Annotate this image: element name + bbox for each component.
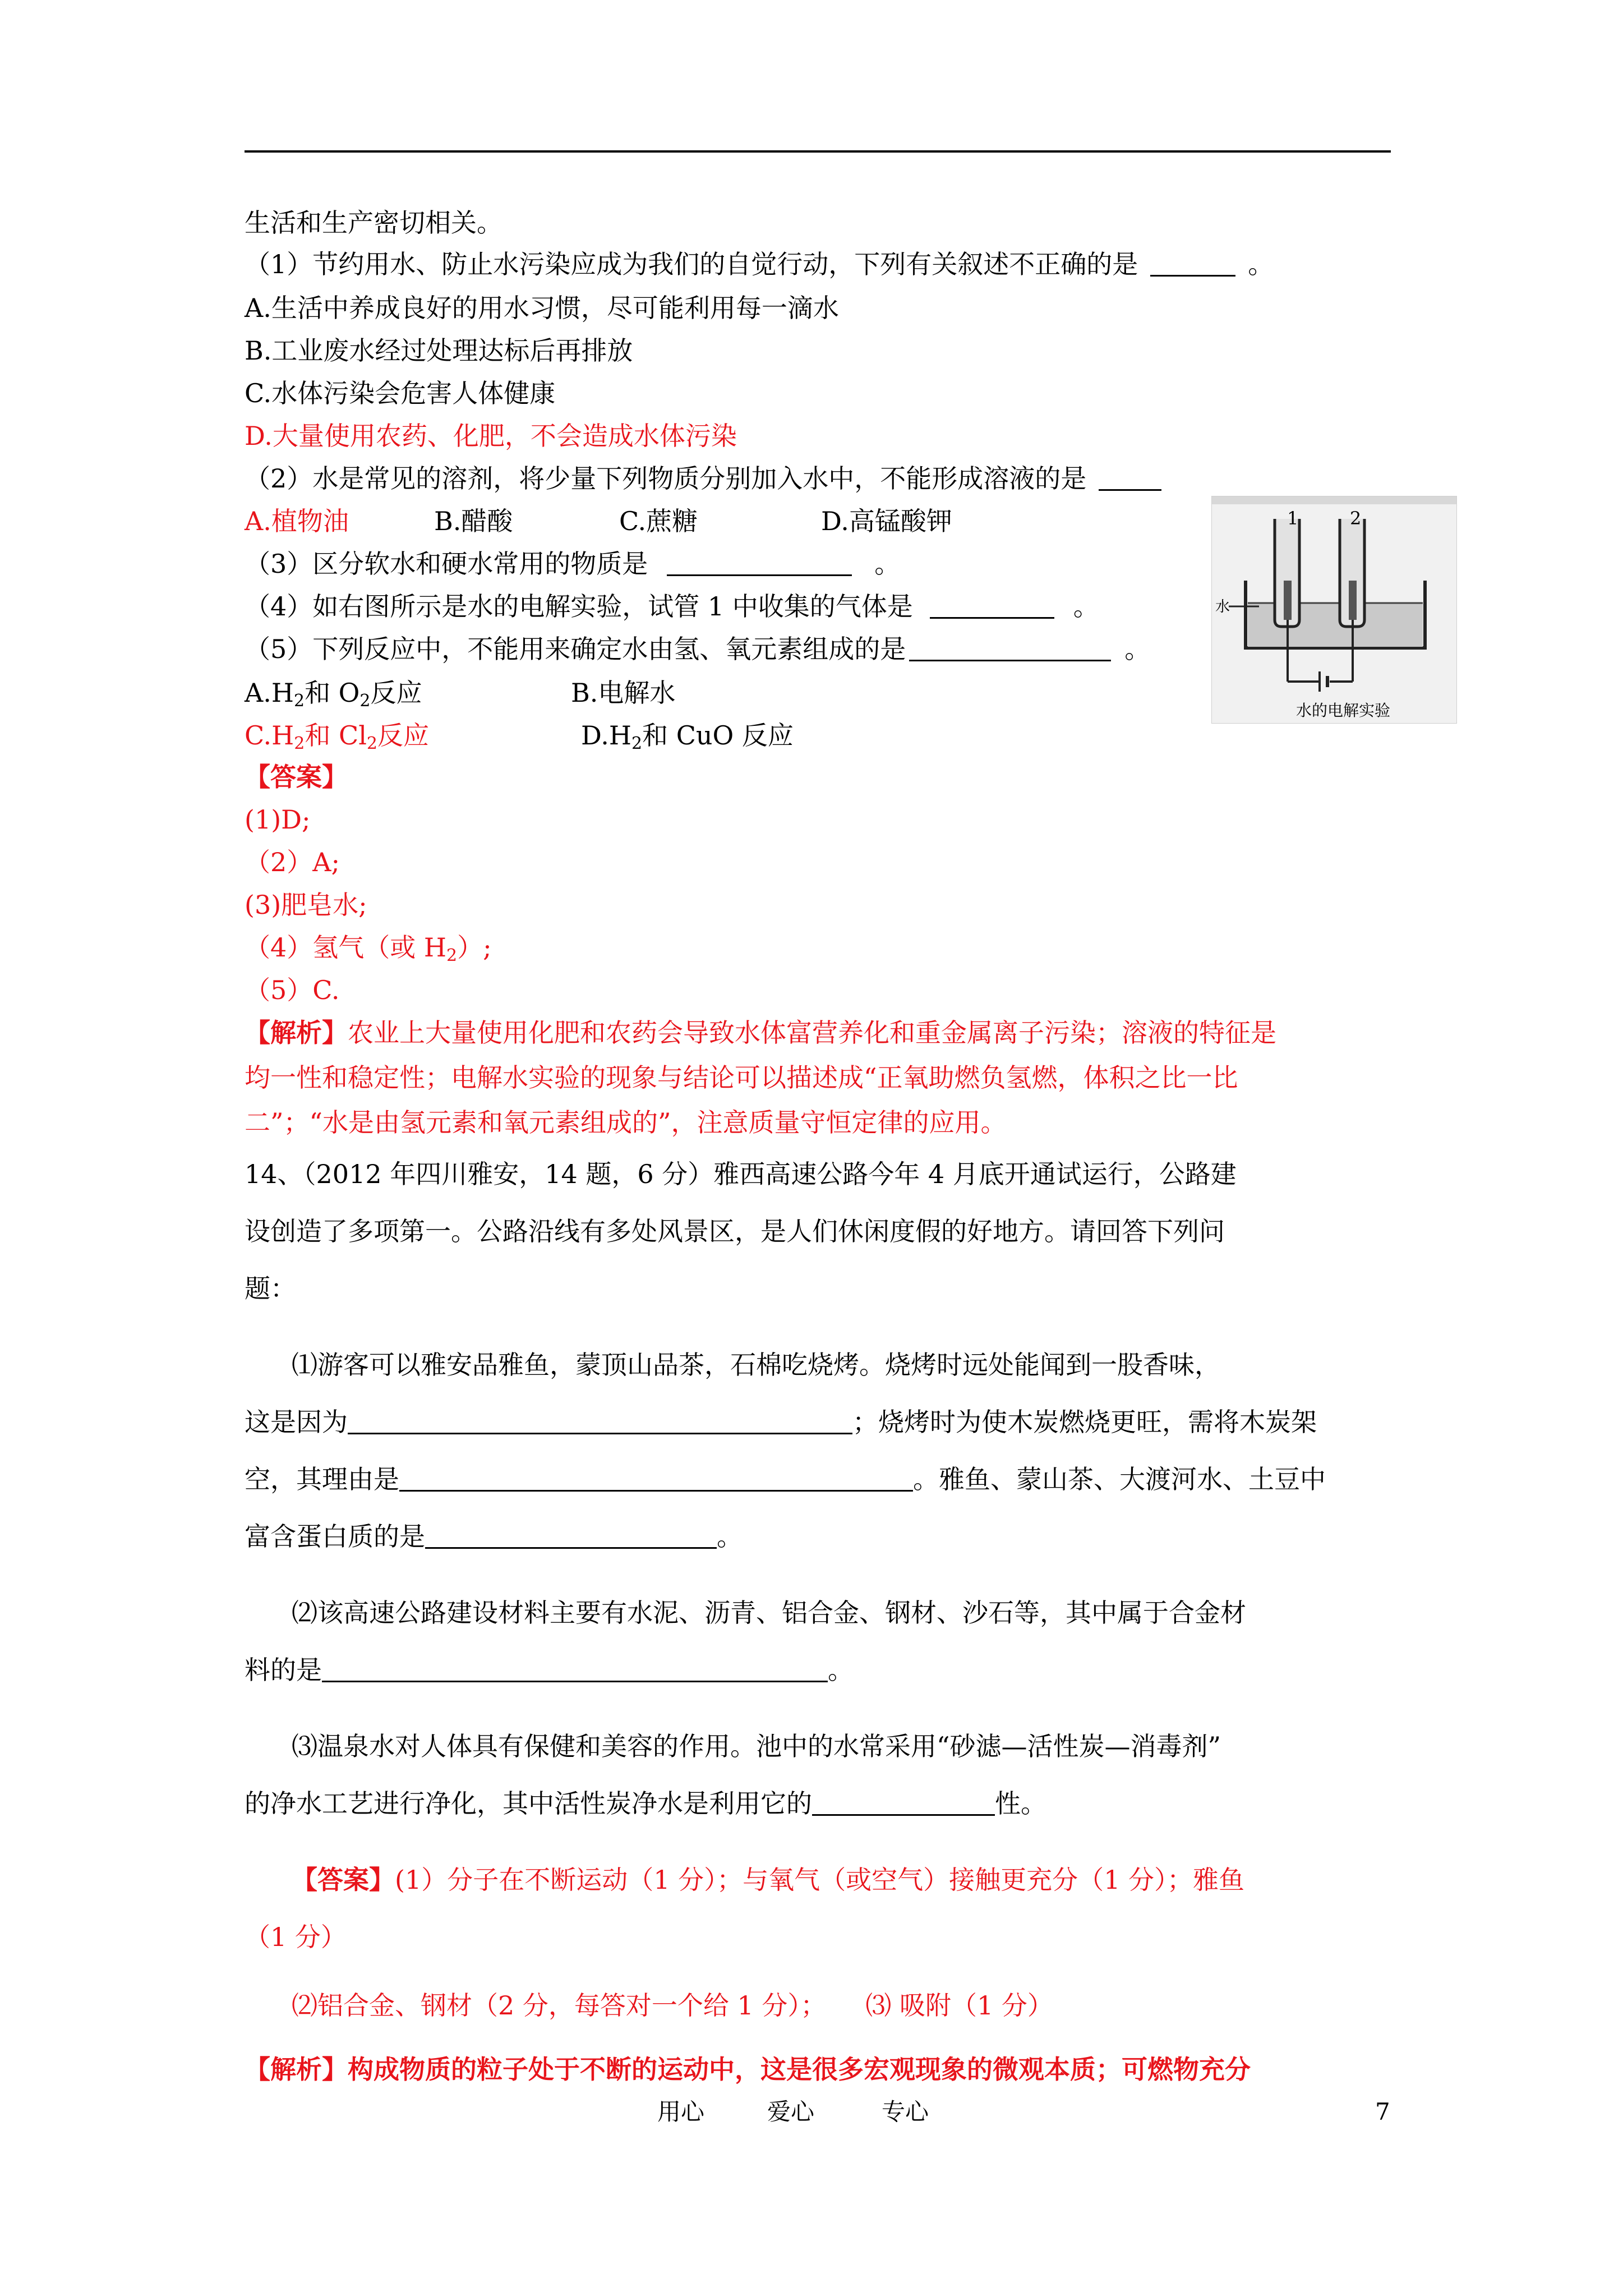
answer-blank [812,1792,995,1816]
answer-blank [1099,467,1161,491]
options-5ab [245,678,676,711]
option-5c: $C.H_2$和 $Cl_2$反应 [245,720,430,753]
question-5: （5）下列反应中，不能用来确定水由氢、氧元素组成的是 。 [245,634,1151,664]
electrolysis-apparatus-icon [1212,496,1456,723]
answer-blank [322,1658,828,1682]
answer-1: (1)D; [245,804,311,835]
question-4: （4）如右图所示是水的电解实验，试管 1 中收集的气体是 。 [245,591,1099,622]
sub-question-2: ⑵该高速公路建设材料主要有水泥、沥青、铝合金、钢材、沙石等，其中属于合金材 [292,1598,1246,1628]
figure-caption: 水的电解实验 [1296,701,1391,720]
answer-14-line: ⑵铝合金、钢材（2 分，每答对一个给 1 分）； ⑶ 吸附（1 分） [292,1990,1053,2021]
option-1a: A.生活中养成良好的用水习惯，尽可能利用每一滴水 [245,293,839,323]
explanation-line: 【解析】农业上大量使用化肥和农药会导致水体富营养化和重金属离子污染；溶液的特征是 [245,1018,1276,1048]
answer-14-line: （1 分） [245,1922,347,1952]
sub-question-1-line: 富含蛋白质的是 。 [245,1521,743,1552]
answer-blank [425,1525,717,1549]
text-line: 生活和生产密切相关。 [245,208,502,238]
footer-text: 用心 [657,2098,705,2125]
answer-blank [667,552,852,576]
water-label: 水 [1215,599,1230,615]
answer-14-line: 【答案】(1）分子在不断运动（1 分）；与氧气（或空气）接触更充分（1 分）；雅鱼 [292,1865,1244,1895]
footer-text: 爱心 [767,2098,815,2125]
option-2a: A.植物油 [245,506,349,536]
explanation-line: 二”；“水是由氢元素和氧元素组成的”，注意质量守恒定律的应用。 [245,1107,1007,1138]
explanation-line: 均一性和稳定性；电解水实验的现象与结论可以描述成“正氧助燃负氢燃，体积之比一比 [245,1062,1238,1093]
option-5d: $D.H_2$和 CuO 反应 [581,720,794,753]
option-5a: $A.H_2$和 $O_2$反应 [245,678,422,711]
question-2: （2）水是常见的溶剂，将少量下列物质分别加入水中，不能形成溶液的是 [245,466,1161,491]
sub-question-1: ⑴游客可以雅安品雅鱼，蒙顶山品茶，石棉吃烧烤。烧烤时远处能闻到一股香味， [292,1350,1220,1380]
problem-14-line: 设创造了多项第一。公路沿线有多处风景区，是人们休闲度假的好地方。请回答下列问 [245,1216,1225,1246]
problem-14-line: 14、（2012 年四川雅安，14 题，6 分）雅西高速公路今年 4 月底开通试运行，公路建 [245,1159,1237,1189]
sub-question-3: ⑶温泉水对人体具有保健和美容的作用。池中的水常采用“砂滤—活性炭—消毒剂” [292,1731,1221,1761]
answer-5: （5）C. [245,975,340,1005]
explanation-14-line: 【解析】构成物质的粒子处于不断的运动中，这是很多宏观现象的微观本质；可燃物充分 [245,2054,1251,2085]
tube-1-label: 1 [1287,508,1299,529]
options-5cd [245,720,794,753]
question-3: （3）区分软水和硬水常用的物质是 。 [245,549,901,579]
page-number: 7 [1375,2098,1390,2125]
option-1d: D.大量使用农药、化肥，不会造成水体污染 [245,421,737,451]
option-5b: B.电解水 [571,678,676,708]
tube-2-label: 2 [1350,508,1362,529]
question-1: （1）节约用水、防止水污染应成为我们的自觉行动，下列有关叙述不正确的是 。 [245,249,1274,279]
answer-4: （4）氢气（或 $H_2$）; [245,932,492,965]
answer-2: （2）A; [245,847,340,877]
answer-blank [1150,252,1235,277]
problem-14-line: 题： [245,1273,296,1304]
header-rule [245,150,1391,153]
sub-question-2-line: 料的是 。 [245,1655,854,1685]
sub-question-1-line: 空，其理由是 。雅鱼、蒙山茶、大渡河水、土豆中 [245,1464,1326,1494]
answer-heading: 【答案】 [245,762,348,792]
option-1b: B.工业废水经过处理达标后再排放 [245,335,633,366]
sub-question-3-line: 的净水工艺进行净化，其中活性炭净水是利用它的 性。 [245,1788,1046,1819]
answer-blank [399,1467,913,1492]
answer-blank [909,637,1111,661]
option-2d: D.高锰酸钾 [821,506,952,536]
option-1c: C.水体污染会危害人体健康 [245,378,556,408]
option-2b: B.醋酸 [434,506,513,536]
answer-3: (3)肥皂水; [245,890,367,920]
options-2 [245,508,952,534]
sub-question-1-line: 这是因为 ；烧烤时为使木炭燃烧更旺，需将木炭架 [245,1407,1317,1437]
footer-text: 专心 [882,2098,929,2125]
electrolysis-figure [1211,496,1457,724]
option-2c: C.蔗糖 [619,506,698,536]
answer-blank [348,1410,852,1434]
answer-blank [930,595,1054,619]
